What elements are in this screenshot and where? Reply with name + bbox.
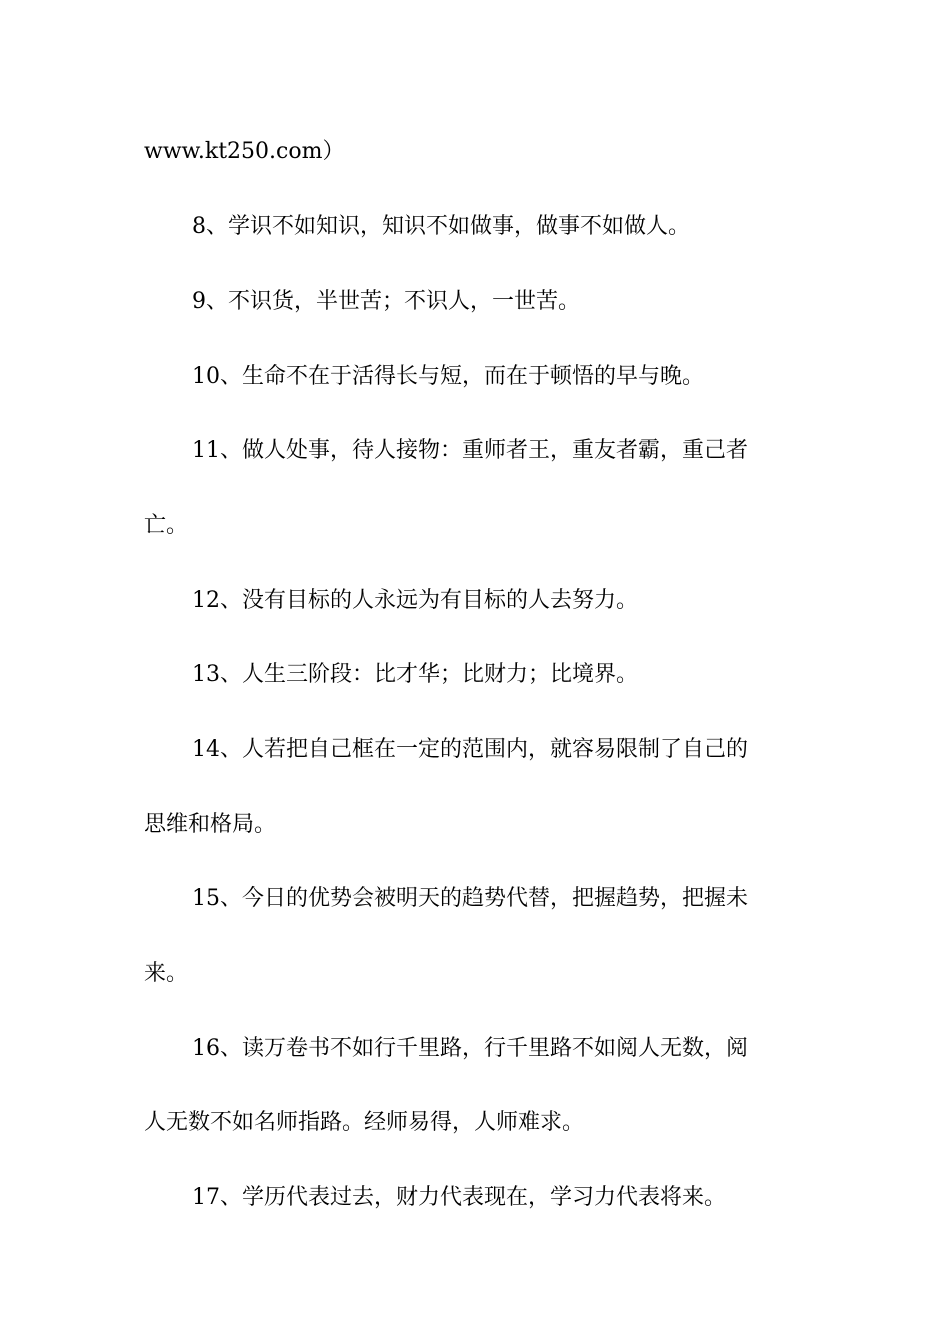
text-line-item-8: 8、学识不如知识，知识不如做事，做事不如做人。 xyxy=(192,214,690,239)
text-line-item-9: 9、不识货，半世苦；不识人，一世苦。 xyxy=(192,289,580,314)
text-line-item-14: 14、人若把自己框在一定的范围内，就容易限制了自己的 xyxy=(192,737,748,762)
text-line-item-13: 13、人生三阶段：比才华；比财力；比境界。 xyxy=(192,662,638,687)
text-line-item-16-cont: 人无数不如名师指路。经师易得，人师难求。 xyxy=(144,1110,585,1135)
text-line-item-11: 11、做人处事，待人接物：重师者王，重友者霸，重己者 xyxy=(192,438,748,463)
text-line-item-14-cont: 思维和格局。 xyxy=(144,812,277,837)
text-line-item-17: 17、学历代表过去，财力代表现在，学习力代表将来。 xyxy=(192,1185,726,1210)
text-line-item-16: 16、读万卷书不如行千里路，行千里路不如阅人无数，阅 xyxy=(192,1036,748,1061)
text-line-item-15: 15、今日的优势会被明天的趋势代替，把握趋势，把握未 xyxy=(192,886,748,911)
text-line-item-11-cont: 亡。 xyxy=(144,513,189,538)
text-line-item-15-cont: 来。 xyxy=(144,961,189,986)
text-line-item-10: 10、生命不在于活得长与短，而在于顿悟的早与晚。 xyxy=(192,364,704,389)
text-line-url: www.kt250.com） xyxy=(144,139,345,164)
text-line-item-12: 12、没有目标的人永远为有目标的人去努力。 xyxy=(192,588,638,613)
